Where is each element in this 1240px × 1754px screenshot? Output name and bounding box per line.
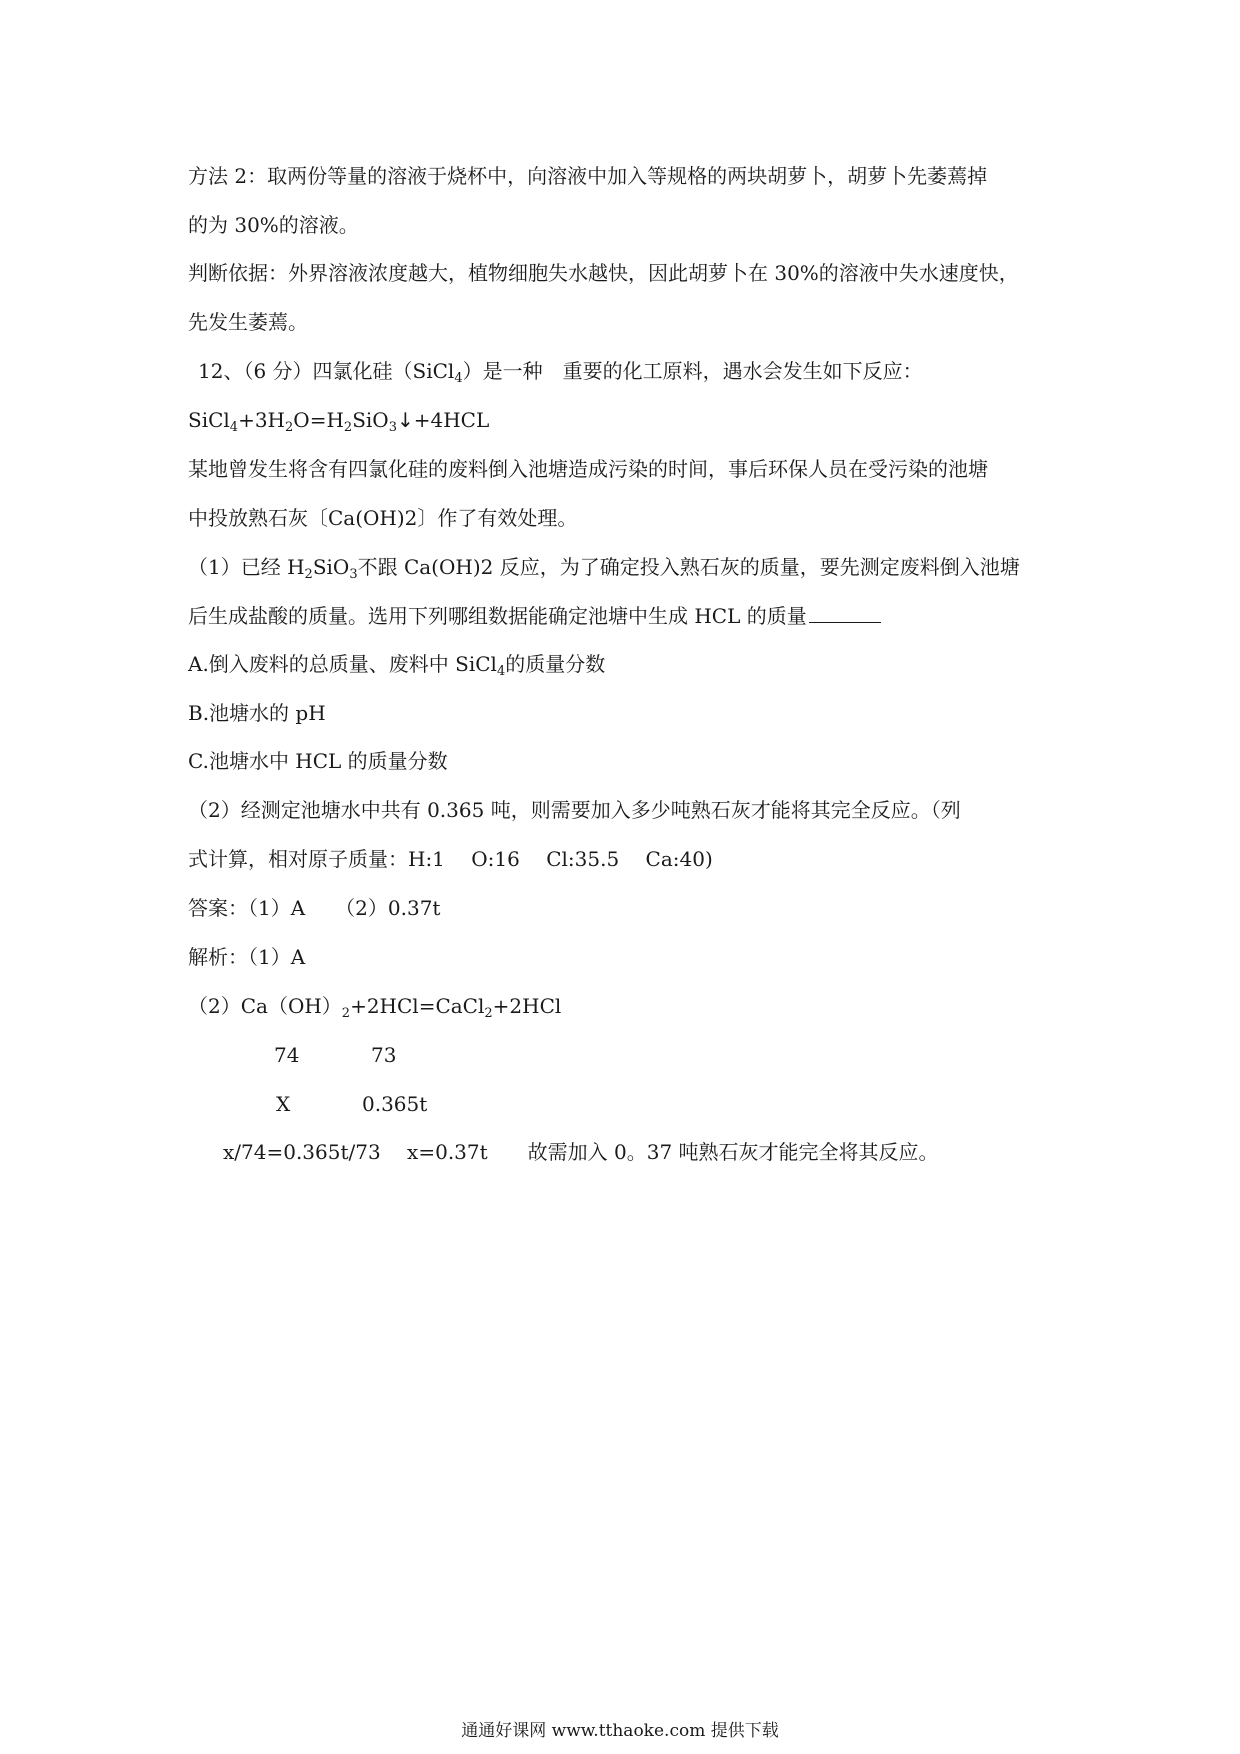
answer-line: 答案：（1）A （2）0.37t: [188, 896, 441, 920]
conclusion-line: x/74=0.365t/73 x=0.37t 故需加入 0。37 吨熟石灰才能完全将其反应。: [223, 1140, 939, 1164]
part2-line1: （2）经测定池塘水中共有 0.365 吨，则需要加入多少吨熟石灰才能将其完全反应。（列: [188, 798, 961, 822]
context-line2: 中投放熟石灰〔Ca(OH)2〕作了有效处理。: [188, 506, 578, 530]
part2-line2: 式计算，相对原子质量：H:1 O:16 Cl:35.5 Ca:40): [188, 847, 713, 871]
basis-line1: 判断依据：外界溶液浓度越大，植物细胞失水越快，因此胡萝卜在 30%的溶液中失水速度快，: [188, 261, 1019, 285]
analysis-line: 解析：（1）A: [188, 945, 306, 969]
option-a: A.倒入废料的总质量、废料中 SiCl$_4$的质量分数: [188, 652, 606, 679]
method2-line1: 方法 2：取两份等量的溶液于烧杯中，向溶液中加入等规格的两块胡萝卜，胡萝卜先萎蔫掉: [188, 164, 988, 188]
calculation-equation: $(2)Ca(OH)_2+2HCl=CaCl_2+2HCl$: [188, 994, 562, 1021]
context-line1: 某地曾发生将含有四氯化硅的废料倒入池塘造成污染的时间，事后环保人员在受污染的池塘: [188, 457, 988, 481]
molar-mass-74: 74: [274, 1043, 300, 1067]
part1-line2: 后生成盐酸的质量。选用下列哪组数据能确定池塘中生成 HCL 的质量: [188, 603, 881, 629]
unknown-x: X: [276, 1092, 291, 1116]
question-12-intro: 12、（6 分）四氯化硅（SiCl$_4$）是一种 重要的化工原料，遇水会发生如下反应：: [198, 359, 923, 386]
basis-line2: 先发生萎蔫。: [188, 310, 308, 334]
part1-line1: （1）已经 $H_2SiO_3$不跟 Ca(OH)2 反应，为了确定投入熟石灰的质量，要先测定废料倒入池塘: [188, 555, 1020, 582]
answer-blank: [809, 604, 881, 623]
method2-line2: 的为 30%的溶液。: [188, 213, 359, 237]
option-b: B.池塘水的 pH: [188, 701, 326, 725]
option-c: C.池塘水中 HCL 的质量分数: [188, 749, 448, 773]
molar-mass-73: 73: [371, 1043, 397, 1067]
mass-0365: 0.365t: [362, 1092, 428, 1116]
page-footer: 通通好课网 www.tthaoke.com 提供下载: [461, 1721, 779, 1741]
reaction-equation: $SiCl_4+3H_2O=H_2SiO_3↓+4HCL$: [188, 408, 490, 435]
